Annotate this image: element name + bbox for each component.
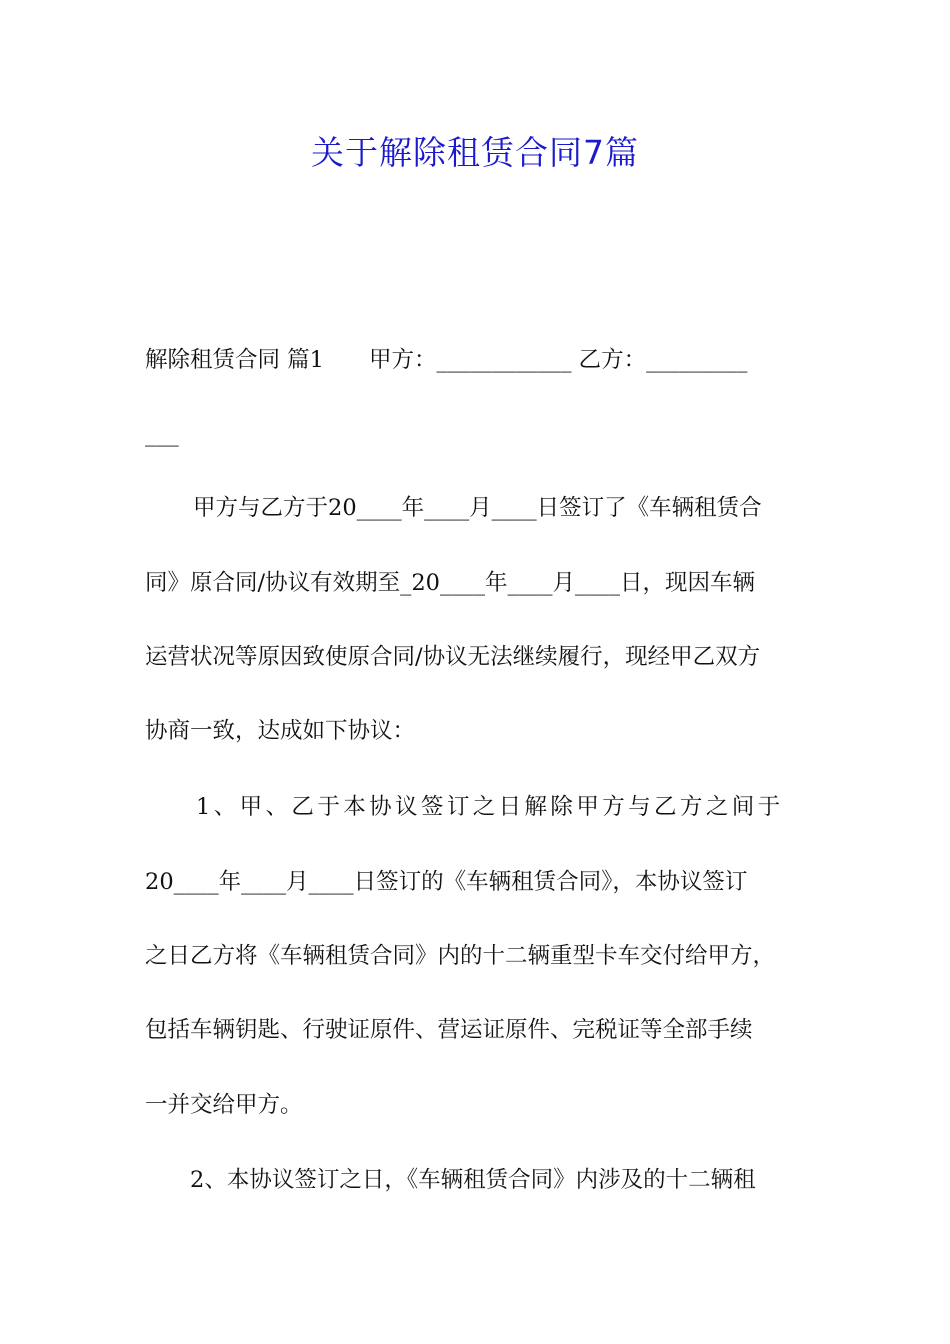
paragraph-line: 协商一致，达成如下协议： [145, 718, 416, 744]
clause-line: 20____年____月____日签订的《车辆租赁合同》，本协议签订 [145, 869, 748, 895]
clause-line: 一并交给甲方。 [145, 1092, 303, 1118]
paragraph-line: 运营状况等原因致使原合同/协议无法继续履行，现经甲乙双方 [145, 644, 761, 670]
clause-line: 2、本协议签订之日，《车辆租赁合同》内涉及的十二辆租 [190, 1167, 756, 1193]
clause-line: 之日乙方将《车辆租赁合同》内的十二辆重型卡车交付给甲方， [145, 943, 776, 969]
document-title: 关于解除租赁合同7篇 [311, 133, 639, 172]
paragraph-line: 甲方与乙方于20____年____月____日签订了《车辆租赁合 [193, 495, 762, 521]
clause-line: 包括车辆钥匙、行驶证原件、营运证原件、完税证等全部手续 [145, 1017, 753, 1043]
clause-line: 1、甲、乙于本协议签订之日解除甲方与乙方之间于 [196, 794, 784, 820]
paragraph-line: ___ [145, 421, 179, 447]
heading-line-parties: 解除租赁合同 篇1 甲方：____________ 乙方：_________ [145, 347, 748, 373]
paragraph-line: 同》原合同/协议有效期至_20____年____月____日，现因车辆 [145, 570, 755, 596]
